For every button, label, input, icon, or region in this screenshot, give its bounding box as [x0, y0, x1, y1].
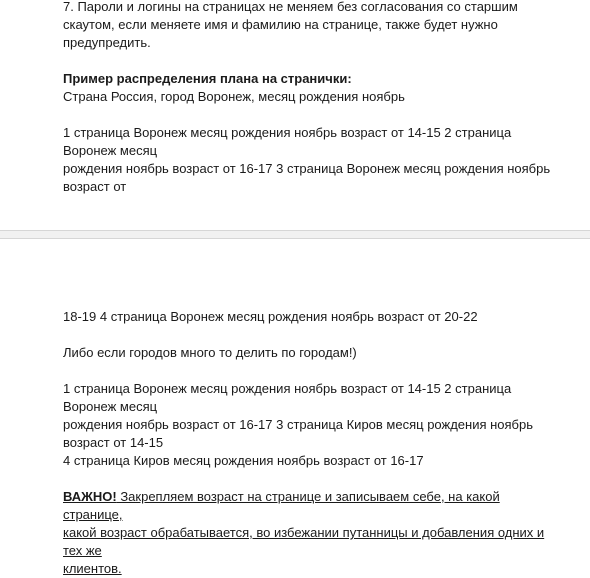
- alt-plan-line-2: рождения ноябрь возраст от 16-17 3 страница Киров месяц рождения ноябрь возраст от 14-15: [63, 417, 534, 450]
- page-2-content: [63, 308, 553, 578]
- alt-plan-line-3: 4 страница Киров месяц рождения ноябрь возраст от 16-17: [63, 453, 424, 468]
- spacer: [63, 106, 553, 124]
- page-break: [0, 230, 590, 239]
- example-plan-line-1: 1 страница Воронеж месяц рождения ноябрь возраст от 14-15 2 страница Воронеж месяц: [63, 125, 512, 158]
- rule-7-line-2: скаутом, если меняете имя и фамилию на странице, также будет нужно: [63, 17, 498, 32]
- spacer: [63, 326, 553, 344]
- important-line-3: клиентов.: [63, 561, 122, 576]
- spacer: [63, 52, 553, 70]
- document-page-1: [0, 0, 590, 230]
- spacer: [63, 470, 553, 488]
- important-line-1: [63, 488, 553, 524]
- example-country-line: Страна Россия, город Воронеж, месяц рождения ноябрь: [63, 89, 405, 104]
- important-line-2: какой возраст обрабатывается, во избежании путанницы и добавления одних и тех же: [63, 525, 545, 558]
- important-text-1: Закрепляем возраст на странице и записываем себе, на какой странице,: [63, 489, 500, 522]
- alt-plan-line-1: 1 страница Воронеж месяц рождения ноябрь возраст от 14-15 2 страница Воронеж месяц: [63, 381, 512, 414]
- page-1-content: [63, 0, 553, 196]
- example-heading: Пример распределения плана на странички:: [63, 71, 352, 86]
- rule-7-line-1: 7. Пароли и логины на страницах не меняем без согласования со старшим: [63, 0, 518, 14]
- spacer: [63, 362, 553, 380]
- example-plan-continuation: 18-19 4 страница Воронеж месяц рождения ноябрь возраст от 20-22: [63, 309, 478, 324]
- alternative-note: Либо если городов много то делить по городам!): [63, 345, 357, 360]
- rule-7-line-3: предупредить.: [63, 35, 151, 50]
- example-plan-line-2: рождения ноябрь возраст от 16-17 3 страница Воронеж месяц рождения ноябрь возраст от: [63, 161, 551, 194]
- important-label: ВАЖНО!: [63, 489, 117, 504]
